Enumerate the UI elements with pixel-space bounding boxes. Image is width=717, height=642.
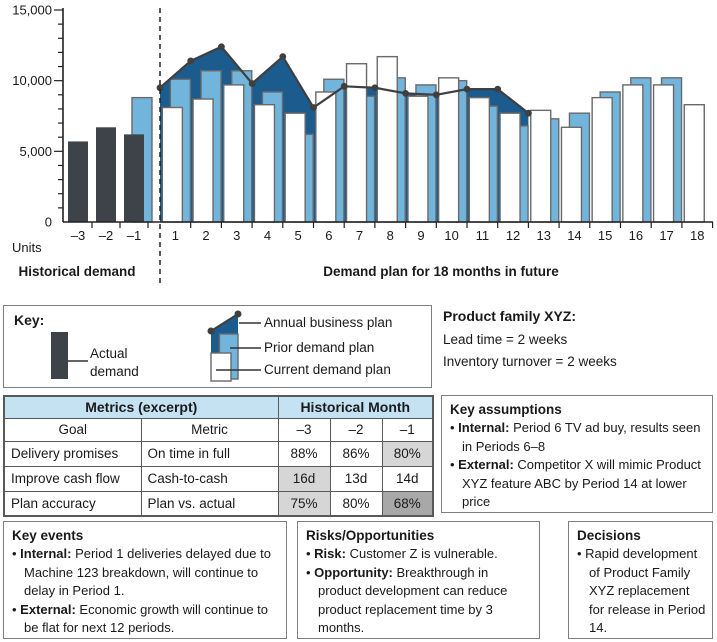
goal-cell: Improve cash flow	[4, 466, 141, 491]
bullet-item: • External: Competitor X will mimic Product XYZ feature ABC by Period 14 at lower price	[450, 456, 706, 512]
actual-demand-bar	[124, 134, 144, 222]
plan-marker	[279, 53, 286, 60]
current-plan-bar	[500, 113, 520, 222]
product-family-note	[443, 308, 713, 373]
chart-label: 5,000	[19, 143, 52, 159]
chart-label: 1	[171, 228, 179, 243]
table-row	[4, 441, 433, 466]
metric-cell: Cash-to-cash	[141, 466, 278, 491]
current-plan-bar	[377, 57, 397, 222]
current-plan-bar	[623, 85, 643, 222]
value-cell: 14d	[382, 466, 433, 491]
key-assumptions-box	[441, 395, 713, 513]
table-group-header-historical-month: Historical Month	[278, 396, 433, 418]
product-family-inventory-turnover: Inventory turnover = 2 weeks	[443, 354, 617, 369]
current-plan-bar	[316, 92, 336, 222]
demand-chart	[0, 0, 717, 295]
plan-marker	[402, 90, 409, 97]
legend-label-prior-demand-plan: Prior demand plan	[264, 340, 375, 355]
legend-plan-marker	[208, 328, 215, 335]
chart-label: 9	[417, 228, 425, 243]
chart-label: 13	[536, 228, 551, 243]
legend-plan-marker	[235, 311, 242, 318]
chart-label: –2	[98, 228, 114, 243]
value-cell: 16d	[278, 466, 330, 491]
table-column-header: Goal	[4, 418, 141, 441]
current-plan-bar	[684, 105, 704, 222]
bullet-item: • Rapid development of Product Family XYZ replacement for release in Period 14.	[577, 545, 706, 638]
chart-label: 18	[690, 228, 705, 243]
chart-label: 8	[386, 228, 394, 243]
table-column-header: Metric	[141, 418, 278, 441]
plan-marker	[464, 86, 471, 93]
value-cell: 86%	[330, 441, 382, 466]
chart-label: 15	[597, 228, 613, 243]
bullet-item: • Risk: Customer Z is vulnerable.	[306, 545, 533, 564]
legend-title: Key:	[14, 312, 45, 328]
chart-label: 16	[628, 228, 644, 243]
chart-label: –3	[70, 228, 86, 243]
current-plan-bar	[193, 99, 213, 222]
current-plan-bar	[285, 113, 305, 222]
current-plan-bar	[439, 78, 459, 222]
chart-label: 17	[659, 228, 674, 243]
chart-label: 3	[233, 228, 241, 243]
current-plan-bar	[254, 105, 274, 222]
current-demand-plan-swatch	[211, 353, 231, 381]
goal-cell: Delivery promises	[4, 441, 141, 466]
chart-label: Units	[12, 240, 42, 255]
decisions-title: Decisions	[577, 528, 641, 543]
key-events-title: Key events	[12, 528, 84, 543]
table-row	[4, 491, 433, 516]
bullet-item: • External: Economic growth will continue to be flat for next 12 periods.	[12, 601, 278, 638]
current-plan-bar	[531, 110, 551, 222]
legend-key-box	[3, 305, 432, 388]
chart-label: 5	[294, 228, 302, 243]
value-cell: 68%	[382, 491, 433, 516]
bullet-item: • Internal: Period 1 deliveries delayed due to Machine 123 breakdown, will continue to delay in Period 1.	[12, 545, 278, 601]
metrics-table	[3, 395, 434, 517]
table-row	[4, 466, 433, 491]
historical-demand-label: Historical demand	[18, 264, 136, 279]
value-cell: 80%	[330, 491, 382, 516]
table-column-header: –3	[278, 418, 330, 441]
goal-cell: Plan accuracy	[4, 491, 141, 516]
risks-opportunities-box	[297, 521, 540, 639]
table-column-header: –1	[382, 418, 433, 441]
chart-label: 6	[325, 228, 333, 243]
plan-marker	[433, 91, 440, 98]
chart-label: 7	[355, 228, 364, 243]
actual-demand-bar	[68, 141, 88, 222]
metric-cell: Plan vs. actual	[141, 491, 278, 516]
bullet-item: • Opportunity: Breakthrough in product development can reduce product replacement time by 3 months.	[306, 564, 533, 638]
plan-marker	[494, 86, 501, 93]
value-cell: 88%	[278, 441, 330, 466]
metrics-table-wrap	[3, 395, 434, 517]
table-column-header: –2	[330, 418, 382, 441]
chart-label: 10,000	[12, 73, 52, 89]
metric-cell: On time in full	[141, 441, 278, 466]
chart-label: 2	[202, 228, 210, 243]
plan-marker	[341, 83, 348, 90]
current-plan-bar	[469, 98, 489, 222]
chart-label: 11	[475, 228, 490, 243]
current-plan-bar	[224, 85, 244, 222]
table-group-header-metrics: Metrics (excerpt)	[4, 396, 278, 418]
product-family-lead-time: Lead time = 2 weeks	[443, 332, 568, 347]
plan-marker	[249, 80, 256, 87]
current-plan-bar	[654, 85, 674, 222]
current-plan-bar	[592, 98, 612, 222]
bullet-item: • Internal: Period 6 TV ad buy, results seen in Periods 6–8	[450, 419, 706, 456]
legend-label-annual-business-plan: Annual business plan	[264, 315, 393, 330]
key-assumptions-title: Key assumptions	[450, 402, 562, 417]
chart-label: 14	[567, 228, 582, 243]
product-family-title: Product family XYZ:	[443, 308, 577, 324]
value-cell: 13d	[330, 466, 382, 491]
chart-label: 15,000	[12, 2, 52, 18]
future-demand-label: Demand plan for 18 months in future	[323, 264, 559, 279]
key-events-box	[3, 521, 287, 639]
chart-label: 0	[44, 214, 52, 230]
plan-marker	[310, 104, 317, 111]
actual-demand-swatch	[51, 332, 68, 379]
current-plan-bar	[408, 96, 428, 222]
current-plan-bar	[561, 127, 581, 222]
actual-demand-bar	[96, 127, 116, 222]
legend-label-current-demand-plan: Current demand plan	[264, 362, 391, 377]
current-plan-bar	[162, 108, 182, 222]
plan-marker	[218, 43, 225, 50]
legend-label-actual-demand: Actual demand	[90, 346, 139, 379]
plan-marker	[187, 57, 194, 64]
plan-marker	[525, 110, 532, 117]
value-cell: 75%	[278, 491, 330, 516]
chart-label: 4	[263, 228, 272, 243]
plan-marker	[372, 84, 379, 91]
chart-label: 10	[444, 228, 459, 243]
decisions-box	[568, 521, 713, 639]
chart-label: 12	[505, 228, 521, 243]
risks-opportunities-title: Risks/Opportunities	[306, 528, 435, 543]
chart-label: –1	[126, 228, 142, 243]
value-cell: 80%	[382, 441, 433, 466]
